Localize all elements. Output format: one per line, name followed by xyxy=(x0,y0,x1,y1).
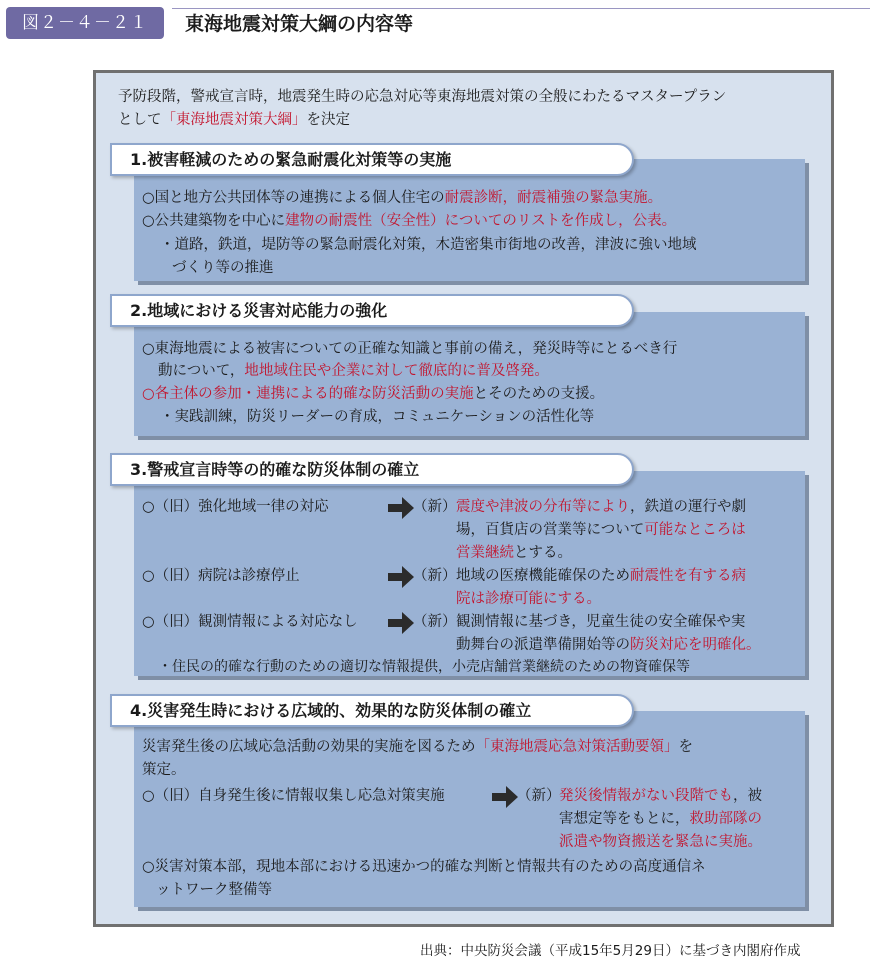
section-4-row-line-2 xyxy=(559,808,762,831)
section-4-text: 害想定等をもとに， xyxy=(559,811,690,827)
section-4-line-6: ットワーク整備等 xyxy=(156,882,272,898)
section-4-row-old: ○（旧）自身発生後に情報収集し応急対策実施 xyxy=(142,788,445,804)
section-3-row-1-line-1 xyxy=(456,496,746,519)
section-4-heading: 4.災害発生時における広域的、効果的な防災体制の確立 xyxy=(110,694,634,727)
section-3-highlight: 可能なところは xyxy=(644,522,746,538)
section-1-text: ○国と地方公共団体等の連携による個人住宅の xyxy=(142,190,445,206)
section-1-heading: 1.被害軽減のための緊急耐震化対策等の実施 xyxy=(110,143,634,176)
section-1-line-3: ・道路，鉄道，堤防等の緊急耐震化対策，木造密集市街地の改善，津波に強い地域 xyxy=(160,237,697,253)
section-3-note: ・住民の的確な行動のための適切な情報提供，小売店舗営業継続のための物資確保等 xyxy=(158,659,690,675)
section-4-text: ，被 xyxy=(733,788,762,804)
section-2-highlight: 地地域住民や企業に対して徹底的に普及啓発。 xyxy=(244,363,549,379)
section-4-text: 災害発生後の広域応急活動の効果的実施を図るため xyxy=(142,739,476,755)
intro-text xyxy=(118,86,818,132)
section-2-heading: 2.地域における災害対応能力の強化 xyxy=(110,294,634,327)
section-4-line-5: ○災害対策本部，現地本部における迅速かつ的確な判断と情報共有のための高度通信ネ xyxy=(142,859,706,875)
section-3-row-3-line-1: 観測情報に基づき，児童生徒の安全確保や実 xyxy=(456,614,746,630)
section-3-heading: 3.警戒宣言時等の的確な防災体制の確立 xyxy=(110,453,634,486)
section-3-highlight: 震度や津波の分布等により xyxy=(456,499,630,515)
section-4-row-line-1 xyxy=(559,785,762,808)
section-3-highlight: 防災対応を明確化。 xyxy=(630,637,761,653)
section-2-text: 動について， xyxy=(158,363,245,379)
intro-line-1: 予防段階，警戒宣言時，地震発生時の応急対応等東海地震対策の全般にわたるマスタープラン xyxy=(118,89,727,105)
right-arrow-icon xyxy=(388,497,414,519)
section-3-row-2-old: ○（旧）病院は診療停止 xyxy=(142,568,300,584)
section-3-row-3-new-label: （新） xyxy=(413,614,457,630)
section-3-row-2-line-2: 院は診療可能にする。 xyxy=(456,591,601,607)
intro-line-2 xyxy=(118,109,818,132)
section-4-line-1 xyxy=(142,736,693,759)
section-3-row-3-line-2 xyxy=(456,634,761,657)
intro-text-a: として xyxy=(118,112,162,128)
section-2-text: とそのための支援。 xyxy=(473,386,605,402)
section-2-line-4: ・実践訓練，防災リーダーの育成，コミュニケーションの活性化等 xyxy=(160,409,595,425)
figure-number-label: 図２－４－２１ xyxy=(6,7,164,39)
intro-highlight: 「東海地震対策大綱」 xyxy=(161,112,307,128)
section-2-line-1: ○東海地震による被害についての正確な知識と事前の備え，発災時等にとるべき行 xyxy=(142,341,678,357)
section-2-line-2 xyxy=(158,360,549,383)
section-1-highlight: 建物の耐震性（安全性）についてのリストを作成し，公表。 xyxy=(285,213,677,229)
right-arrow-icon xyxy=(492,786,518,808)
section-3-row-3-old: ○（旧）観測情報による対応なし xyxy=(142,614,358,630)
section-4-row-new-label: （新） xyxy=(517,788,561,804)
section-3-text: 場，百貨店の営業等について xyxy=(456,522,645,538)
section-1-line-2 xyxy=(142,210,676,233)
section-1-text: ○公共建築物を中心に xyxy=(142,213,286,229)
section-3-text: 動舞台の派遣準備開始等の xyxy=(456,637,630,653)
intro-text-c: を決定 xyxy=(306,112,350,128)
right-arrow-icon xyxy=(388,612,414,634)
section-4-row-line-3: 派遣や物資搬送を緊急に実施。 xyxy=(559,834,762,850)
section-4-line-2: 策定。 xyxy=(142,762,186,778)
section-2-highlight: ○各主体の参加・連携による的確な防災活動の実施 xyxy=(142,386,474,402)
section-3-text: ，鉄道の運行や劇 xyxy=(630,499,746,515)
section-3-row-1-line-3 xyxy=(456,542,572,565)
section-3-row-1-line-2 xyxy=(456,519,746,542)
section-1-line-4: づくり等の推進 xyxy=(172,260,274,276)
section-3-text: とする。 xyxy=(514,545,572,561)
section-4-highlight: 「東海地震応急対策活動要領」 xyxy=(475,739,679,755)
source-note: 出典：中央防災会議（平成15年5月29日）に基づき内閣府作成 xyxy=(420,943,801,959)
section-3-text: 地域の医療機能確保のため xyxy=(456,568,630,584)
section-3-row-1-old: ○（旧）強化地域一律の対応 xyxy=(142,499,329,515)
section-3-highlight: 耐震性を有する病 xyxy=(630,568,746,584)
section-4-highlight: 救助部隊の xyxy=(689,811,762,827)
section-4-highlight: 発災後情報がない段階でも xyxy=(559,788,733,804)
section-1-highlight: 耐震診断，耐震補強の緊急実施。 xyxy=(444,190,663,206)
section-3-row-1-new-label: （新） xyxy=(413,499,457,515)
section-3-row-2-line-1 xyxy=(456,565,746,588)
figure-title: 東海地震対策大綱の内容等 xyxy=(185,13,414,35)
section-3-row-2-new-label: （新） xyxy=(413,568,457,584)
section-3-highlight: 営業継続 xyxy=(456,545,514,561)
section-1-line-1 xyxy=(142,187,662,210)
section-2-line-3 xyxy=(142,383,604,406)
section-4-text: を xyxy=(678,739,693,755)
right-arrow-icon xyxy=(388,566,414,588)
